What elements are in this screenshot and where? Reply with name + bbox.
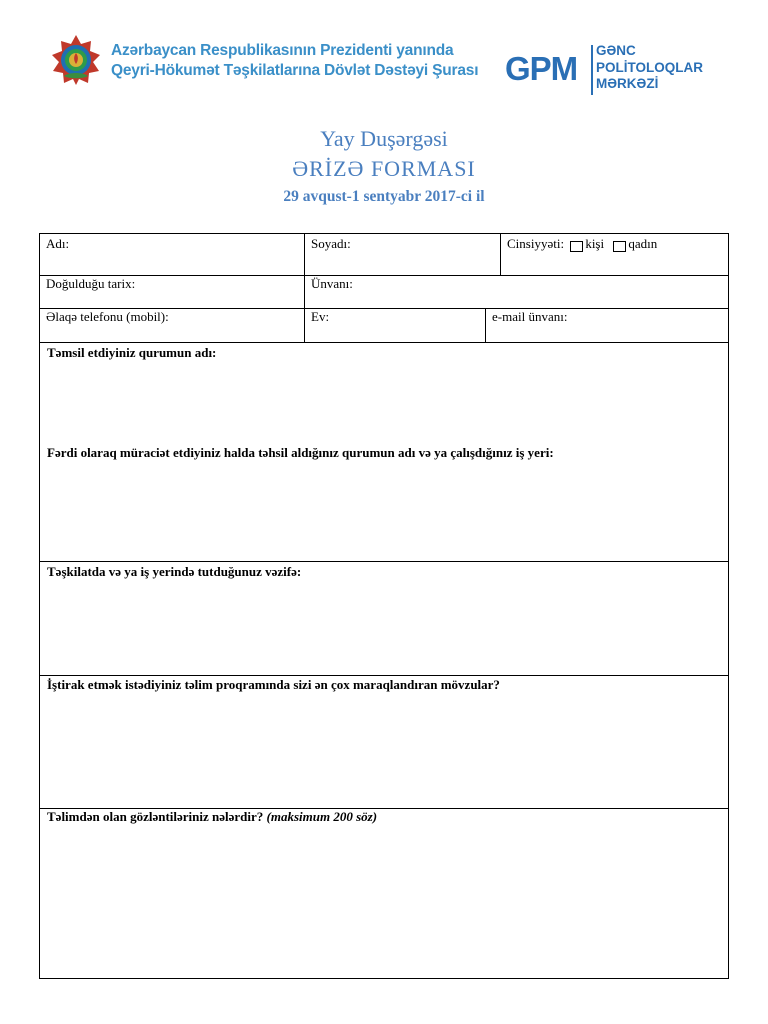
organization-name [111,41,478,81]
camp-title: Yay Duşərgəsi [320,126,448,151]
surname-field[interactable] [304,234,500,275]
email-label: e-mail ünvanı: [492,309,568,324]
mobile-phone-field[interactable] [40,309,304,342]
topics-label: İştirak etmək istədiyiniz təlim proqramında sizi ən çox maraqlandıran mövzular? [47,677,500,692]
gpm-logo [505,43,703,95]
organization-label: Təmsil etdiyiniz qurumun adı: [47,345,217,360]
org-line-1: Azərbaycan Respublikasının Prezidenti yanında [111,42,454,59]
azerbaijan-emblem-icon [50,34,102,86]
mobile-phone-label: Əlaqə telefonu (mobil): [46,309,169,324]
expectations-note: (maksimum 200 söz) [266,809,378,824]
row-name [40,234,729,276]
row-birthdate [40,276,729,309]
female-checkbox[interactable] [613,241,626,252]
male-label: kişi [585,236,605,251]
address-label: Ünvanı: [311,276,353,291]
org-line-2: Qeyri-Hökumət Təşkilatlarına Dövlət Dəstəyi Şurası [111,62,479,79]
row-organization[interactable] [40,343,729,562]
row-expectations[interactable] [40,809,729,978]
event-dates: 29 avqust-1 sentyabr 2017-ci il [283,188,485,205]
birthdate-field[interactable] [40,276,304,308]
home-phone-label: Ev: [311,309,330,324]
page-header [0,0,768,110]
gender-field [500,234,729,275]
expectations-label [47,809,377,825]
gpm-full-name [596,43,703,93]
email-field[interactable] [485,309,729,342]
gpm-word-3: MƏRKƏZİ [596,76,659,91]
expectations-question: Təlimdən olan gözləntiləriniz nələrdir? [47,809,264,824]
position-label: Təşkilatda və ya iş yerində tutduğunuz vəzifə: [47,564,302,579]
gpm-abbreviation: GPM [505,50,578,87]
name-label: Adı: [46,236,70,251]
male-checkbox[interactable] [570,241,583,252]
address-field[interactable] [304,276,729,308]
form-title: ƏRİZƏ FORMASI [292,156,476,181]
female-label: qadın [628,236,658,251]
row-contacts [40,309,729,343]
individual-label: Fərdi olaraq müraciət etdiyiniz halda təhsil aldığınız qurumun adı və ya çalışdığınız iş yeri: [47,445,554,460]
surname-label: Soyadı: [311,236,351,251]
gender-label: Cinsiyyəti: [507,236,565,251]
row-topics[interactable] [40,676,729,809]
application-form [39,233,729,979]
gpm-divider [591,45,593,95]
gpm-word-2: POLİTOLOQLAR [596,59,703,75]
document-titles [0,124,768,208]
birthdate-label: Doğulduğu tarix: [46,276,136,291]
home-phone-field[interactable] [304,309,485,342]
gpm-word-1: GƏNC [596,43,636,58]
name-field[interactable] [40,234,304,275]
row-position[interactable] [40,562,729,676]
